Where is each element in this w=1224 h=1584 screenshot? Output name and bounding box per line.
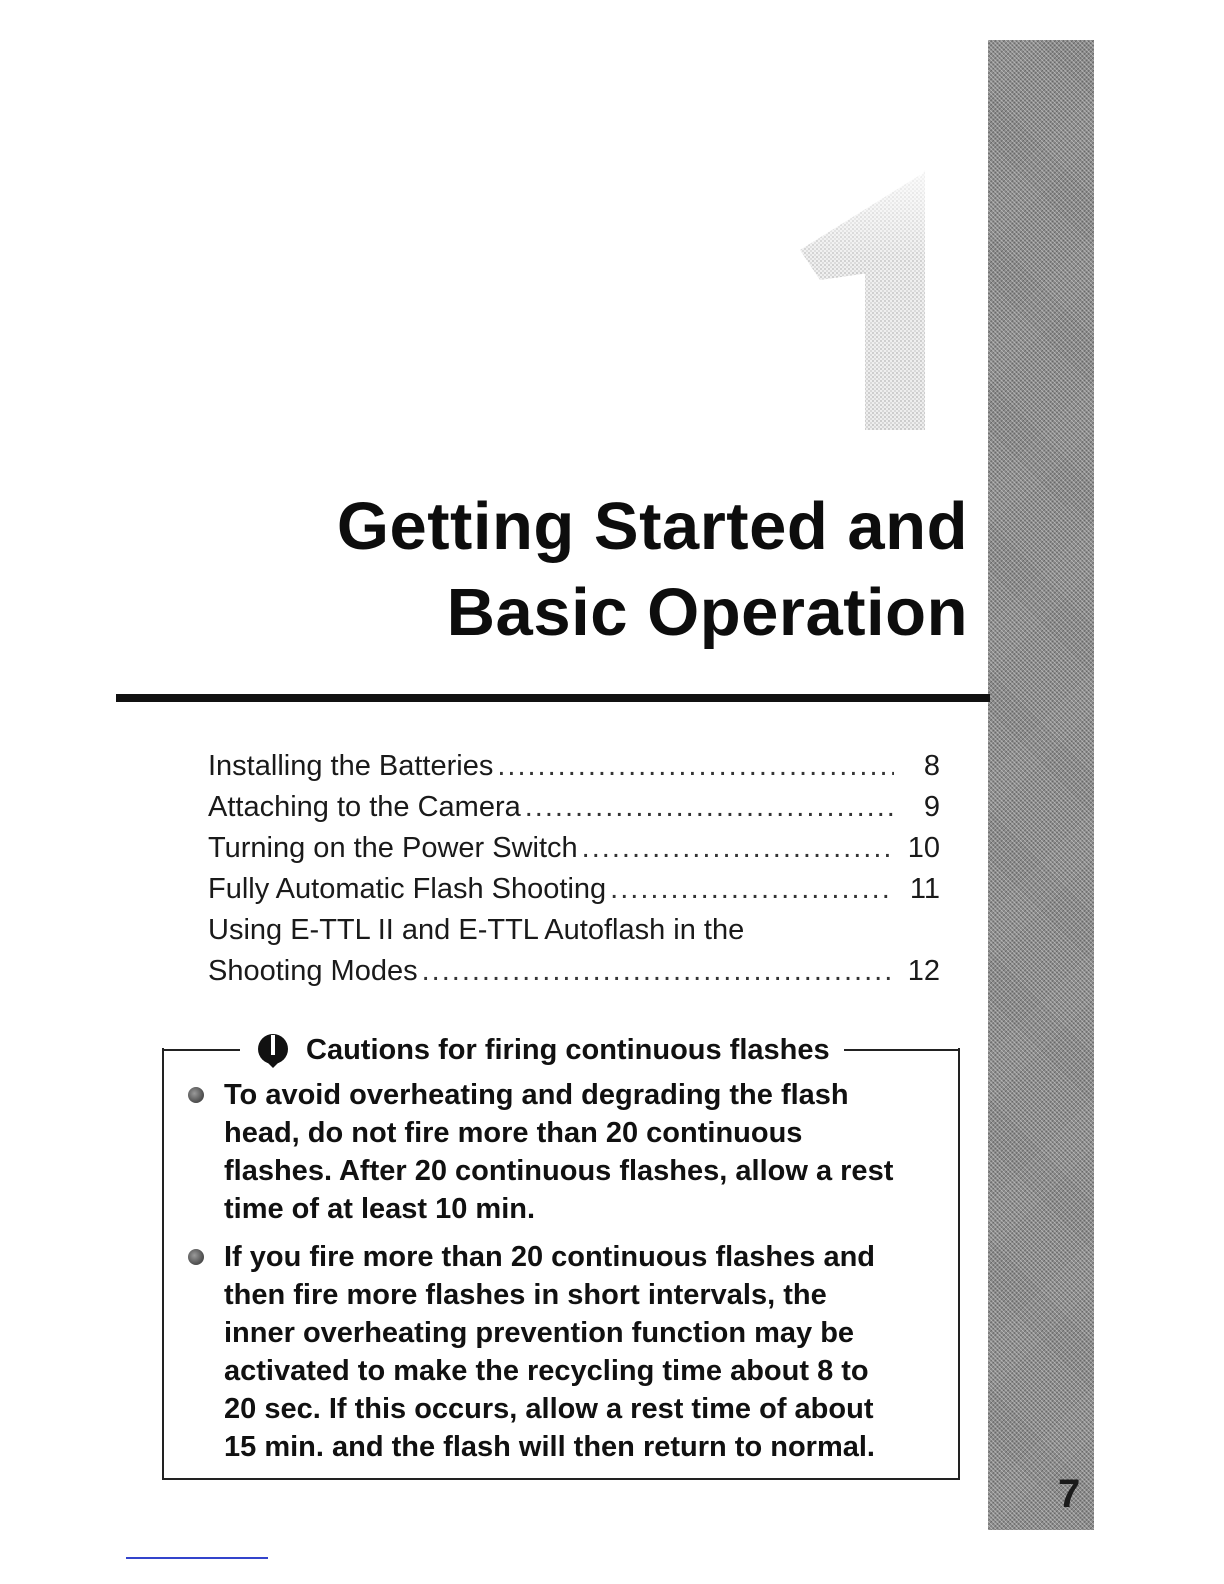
chapter-number-text: 1 bbox=[780, 120, 781, 121]
toc-entry-title: Attaching to the Camera bbox=[208, 791, 521, 823]
chapter-number-graphic bbox=[780, 120, 950, 450]
caution-item-line: then fire more flashes in short intervals, the bbox=[224, 1279, 827, 1311]
toc-entry-title-line-1: Using E-TTL II and E-TTL Autoflash in the bbox=[208, 914, 745, 946]
caution-item bbox=[186, 1238, 946, 1466]
toc-entry-page: 9 bbox=[923, 791, 940, 823]
caution-header bbox=[162, 1030, 960, 1070]
toc-entry[interactable] bbox=[208, 869, 940, 910]
caution-item-line: inner overheating prevention function may be bbox=[224, 1317, 855, 1349]
toc-entry-title: Installing the Batteries bbox=[208, 750, 494, 782]
caution-list bbox=[186, 1076, 946, 1476]
toc-entry-title: Fully Automatic Flash Shooting bbox=[208, 873, 607, 905]
caution-item-line: head, do not fire more than 20 continuous bbox=[224, 1117, 803, 1149]
toc-entry-page: 12 bbox=[907, 955, 940, 987]
chapter-sidebar-tab bbox=[988, 40, 1094, 1530]
chapter-title-line-1: Getting Started and bbox=[336, 489, 968, 564]
toc-entry-title: Turning on the Power Switch bbox=[208, 832, 578, 864]
toc-entry-page: 10 bbox=[907, 832, 940, 864]
caution-header-line-left bbox=[162, 1049, 240, 1051]
caution-header-line-right bbox=[844, 1049, 960, 1051]
toc-entry-multiline[interactable] bbox=[208, 910, 940, 992]
page-number: 7 bbox=[1058, 1472, 1081, 1516]
toc-leader-dots bbox=[525, 787, 894, 828]
toc-leader-dots bbox=[497, 746, 894, 787]
caution-item-line: time of at least 10 min. bbox=[224, 1193, 536, 1225]
footer-link-underline[interactable] bbox=[126, 1557, 268, 1559]
caution-item-line: 20 sec. If this occurs, allow a rest time of about bbox=[224, 1393, 874, 1425]
caution-item-line: activated to make the recycling time about 8 to bbox=[224, 1355, 869, 1387]
toc-entry[interactable] bbox=[208, 746, 940, 787]
toc-leader-dots bbox=[610, 869, 894, 910]
caution-item-line: 15 min. and the flash will then return to normal. bbox=[224, 1431, 875, 1463]
toc-entry-page: 11 bbox=[909, 873, 940, 905]
bullet-icon bbox=[188, 1249, 204, 1265]
chapter-divider-rule bbox=[116, 694, 990, 702]
caution-title: Cautions for firing continuous flashes bbox=[306, 1033, 830, 1066]
caution-item-line: flashes. After 20 continuous flashes, allow a rest bbox=[224, 1155, 894, 1187]
caution-item bbox=[186, 1076, 946, 1228]
toc-entry-title-line-2: Shooting Modes bbox=[208, 955, 418, 987]
chapter-title-line-2: Basic Operation bbox=[446, 575, 968, 650]
toc-leader-dots bbox=[582, 828, 894, 869]
bullet-icon bbox=[188, 1087, 204, 1103]
chapter-title bbox=[337, 484, 968, 656]
caution-item-line: If you fire more than 20 continuous flashes and bbox=[224, 1241, 875, 1273]
toc-entry[interactable] bbox=[208, 828, 940, 869]
toc-entry[interactable] bbox=[208, 787, 940, 828]
toc-entry-page: 8 bbox=[923, 750, 940, 782]
toc-leader-dots bbox=[422, 951, 894, 992]
caution-item-line: To avoid overheating and degrading the flash bbox=[224, 1079, 849, 1111]
caution-icon bbox=[256, 1032, 290, 1068]
table-of-contents bbox=[208, 746, 940, 992]
